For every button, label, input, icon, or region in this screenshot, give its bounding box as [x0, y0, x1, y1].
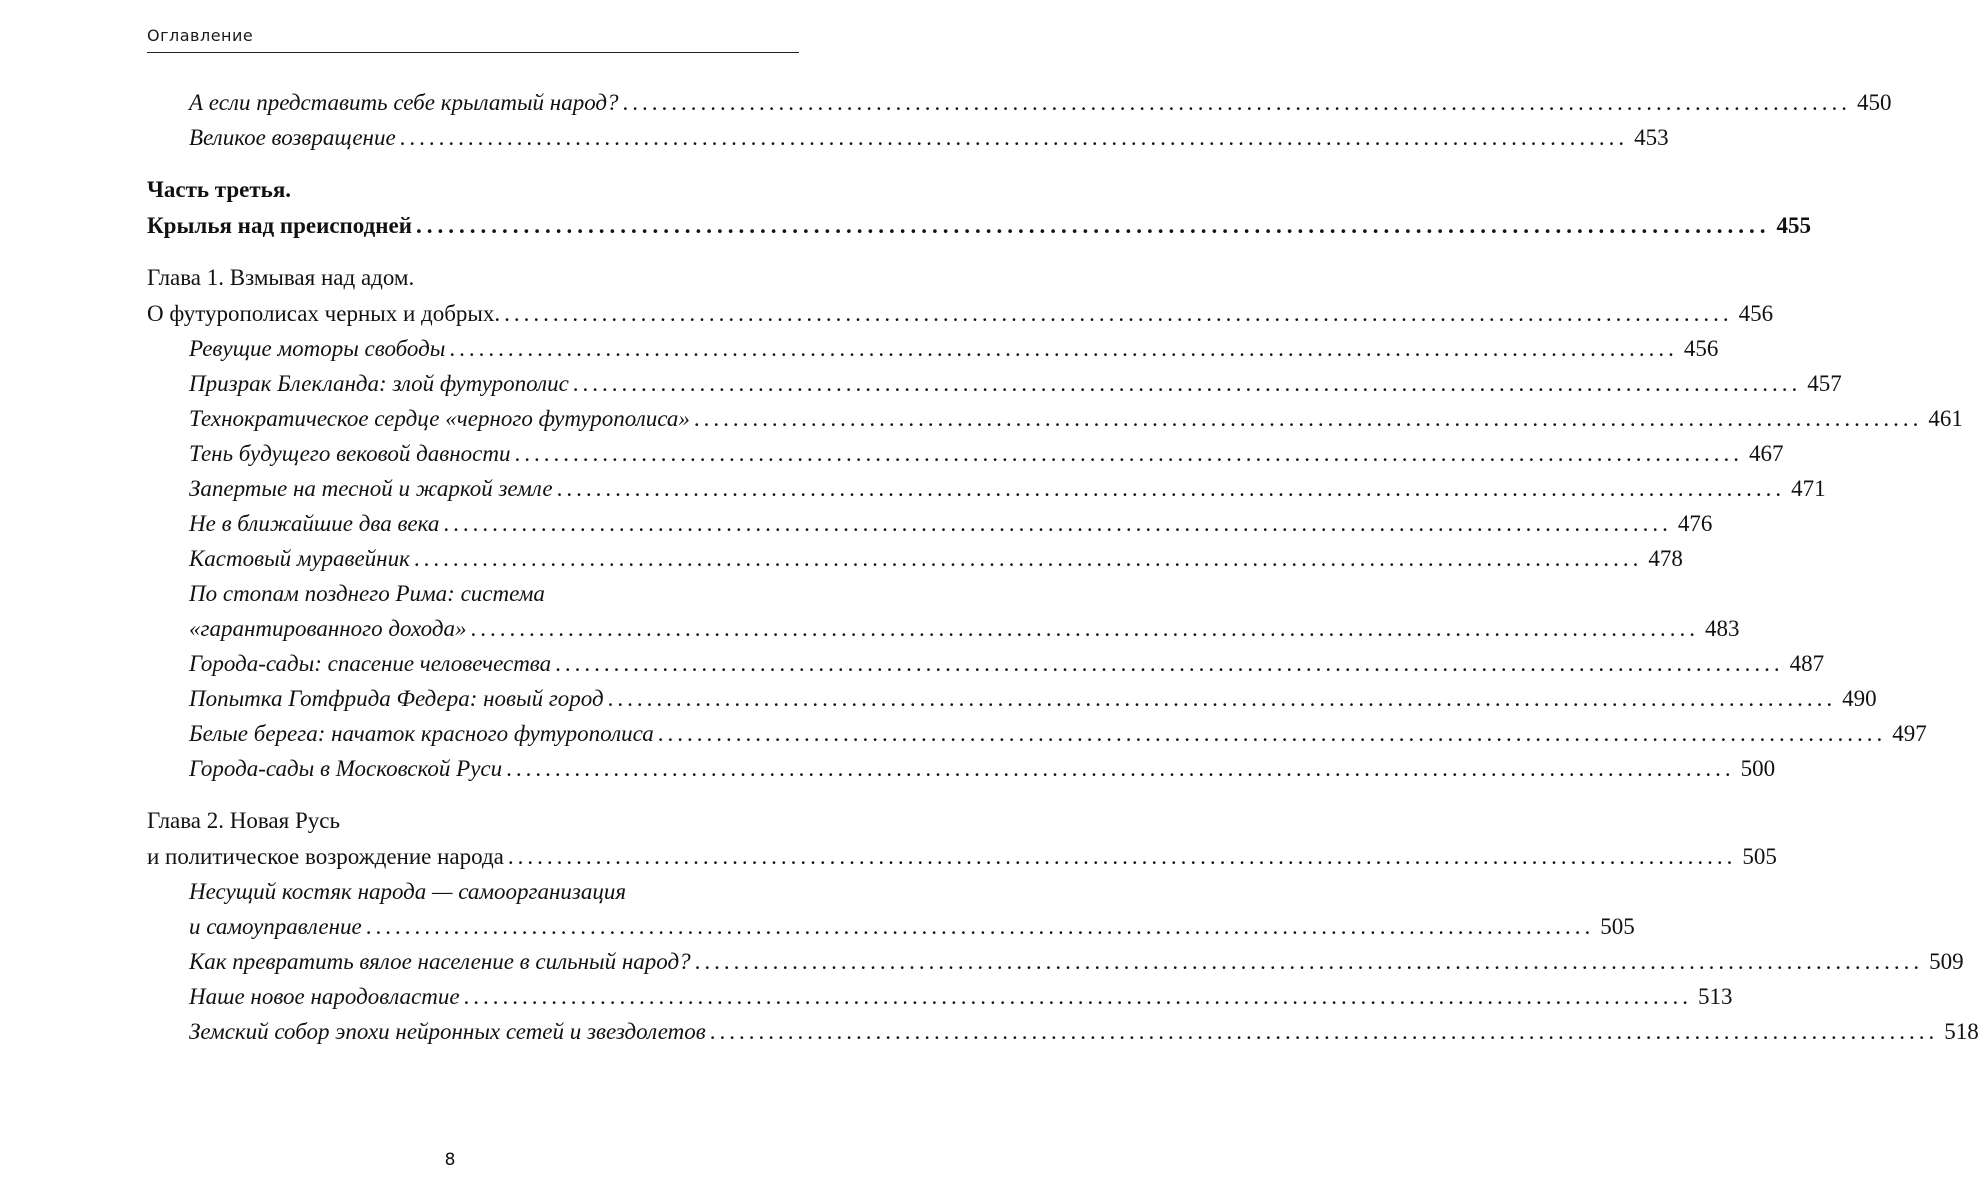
entry-page: 483 [1705, 616, 1740, 641]
entry-page: 509 [1929, 949, 1964, 974]
entry-page: 497 [1892, 721, 1927, 746]
entry-title: Призрак Блекланда: злой футурополис [189, 371, 569, 396]
entry-title-line2: и самоуправление [189, 914, 362, 939]
entry-page: 518 [1944, 1019, 1979, 1044]
entry-page: 457 [1807, 371, 1842, 396]
part-title-line1: Часть третья. [147, 177, 292, 202]
dot-leader: .............................................................................................................................. [504, 301, 1733, 326]
entry-title: А если представить себе крылатый народ? [189, 90, 619, 115]
header-rule [147, 52, 799, 53]
dot-leader: .............................................................................................................................. [556, 476, 1786, 501]
entry-title: Запертые на тесной и жаркой земле [189, 476, 553, 501]
chapter-title-line1: Глава 2. Новая Русь [147, 808, 340, 833]
entry-title: Города-сады: спасение человечества [189, 651, 552, 676]
entry-page: 513 [1698, 984, 1733, 1009]
chapter-heading[interactable] [147, 263, 799, 293]
toc-entry[interactable] [189, 334, 1719, 364]
toc-entry[interactable] [189, 719, 1927, 749]
entry-page: 455 [1776, 213, 1811, 238]
entry-title: Попытка Готфрида Федера: новый город [189, 686, 604, 711]
dot-leader: .............................................................................................................................. [470, 616, 1700, 641]
toc-entry[interactable] [189, 509, 1713, 539]
toc-entry[interactable] [189, 439, 1784, 469]
toc-entry[interactable] [189, 684, 1877, 714]
chapter-heading[interactable] [147, 806, 799, 836]
entry-page: 478 [1648, 546, 1683, 571]
entry-title-line2: «гарантированного дохода» [189, 616, 467, 641]
chapter-title-line2: О футурополисах черных и добрых. [147, 301, 501, 326]
entry-title-line1: По стопам позднего Рима: система [189, 581, 545, 606]
part-heading[interactable] [147, 211, 1811, 241]
dot-leader: .............................................................................................................................. [507, 844, 1737, 869]
dot-leader: .............................................................................................................................. [449, 336, 1678, 361]
toc-entry[interactable] [189, 544, 1683, 574]
toc-entry[interactable] [189, 474, 1826, 504]
dot-leader: .............................................................................................................................. [399, 125, 1629, 150]
toc-entry[interactable] [189, 649, 1825, 679]
dot-leader: .............................................................................................................................. [514, 441, 1743, 466]
chapter-heading[interactable] [147, 299, 1774, 329]
dot-leader: .............................................................................................................................. [709, 1019, 1939, 1044]
part-title-line2: Крылья над преисподней [147, 213, 412, 238]
entry-title: Наше новое народовластие [189, 984, 460, 1009]
toc-entry[interactable] [189, 754, 1776, 784]
dot-leader: .............................................................................................................................. [694, 949, 1924, 974]
dot-leader: .............................................................................................................................. [413, 546, 1643, 571]
entry-title: Ревущие моторы свободы [189, 336, 446, 361]
dot-leader: .............................................................................................................................. [607, 686, 1837, 711]
chapter-heading[interactable] [147, 842, 1777, 872]
entry-title: Тень будущего вековой давности [189, 441, 511, 466]
entry-page: 490 [1842, 686, 1877, 711]
entry-page: 471 [1791, 476, 1826, 501]
dot-leader: .............................................................................................................................. [572, 371, 1802, 396]
toc-entry[interactable] [189, 1017, 1979, 1047]
dot-leader: .............................................................................................................................. [463, 984, 1693, 1009]
toc-entry[interactable] [189, 614, 1740, 644]
entry-title-line1: Несущий костяк народа — самоорганизация [189, 879, 627, 904]
dot-leader: .............................................................................................................................. [622, 90, 1852, 115]
entry-page: 505 [1600, 914, 1635, 939]
entry-title: Великое возвращение [189, 125, 396, 150]
dot-leader: .............................................................................................................................. [443, 511, 1672, 536]
toc-entry[interactable] [189, 912, 1635, 942]
toc-entry[interactable] [189, 877, 799, 907]
chapter-title-line1: Глава 1. Взмывая над адом. [147, 265, 415, 290]
entry-title: Белые берега: начаток красного футурополиса [189, 721, 654, 746]
part-heading[interactable] [147, 175, 799, 205]
entry-title: Технократическое сердце «черного футурополиса» [189, 406, 690, 431]
page-number: 8 [444, 1150, 456, 1170]
entry-page: 456 [1738, 301, 1774, 326]
toc-entry[interactable] [189, 982, 1733, 1012]
entry-title: Земский собор эпохи нейронных сетей и звездолетов [189, 1019, 706, 1044]
dot-leader: .............................................................................................................................. [555, 651, 1784, 676]
dot-leader: .............................................................................................................................. [365, 914, 1595, 939]
chapter-title-line2: и политическое возрождение народа [147, 844, 504, 869]
toc-entry[interactable] [189, 579, 799, 609]
toc-entry[interactable] [189, 369, 1842, 399]
entry-page: 505 [1742, 844, 1777, 869]
entry-page: 453 [1634, 125, 1669, 150]
entry-page: 456 [1683, 336, 1719, 361]
toc-entry[interactable] [189, 404, 1963, 434]
running-head: Оглавление [147, 26, 254, 45]
entry-page: 461 [1928, 406, 1963, 431]
entry-page: 476 [1677, 511, 1713, 536]
entry-page: 467 [1748, 441, 1784, 466]
dot-leader: .............................................................................................................................. [693, 406, 1923, 431]
entry-title: Города-сады в Московской Руси [189, 756, 503, 781]
entry-title: Не в ближайшие два века [189, 511, 440, 536]
toc-entry[interactable] [189, 88, 1892, 118]
entry-title: Как превратить вялое население в сильный народ? [189, 949, 691, 974]
entry-page: 500 [1740, 756, 1776, 781]
dot-leader: .............................................................................................................................. [415, 213, 1771, 238]
dot-leader: .............................................................................................................................. [657, 721, 1887, 746]
toc-entry[interactable] [189, 123, 1669, 153]
entry-page: 487 [1789, 651, 1825, 676]
dot-leader: .............................................................................................................................. [506, 756, 1735, 781]
toc-entry[interactable] [189, 947, 1964, 977]
entry-title: Кастовый муравейник [189, 546, 410, 571]
entry-page: 450 [1857, 90, 1892, 115]
